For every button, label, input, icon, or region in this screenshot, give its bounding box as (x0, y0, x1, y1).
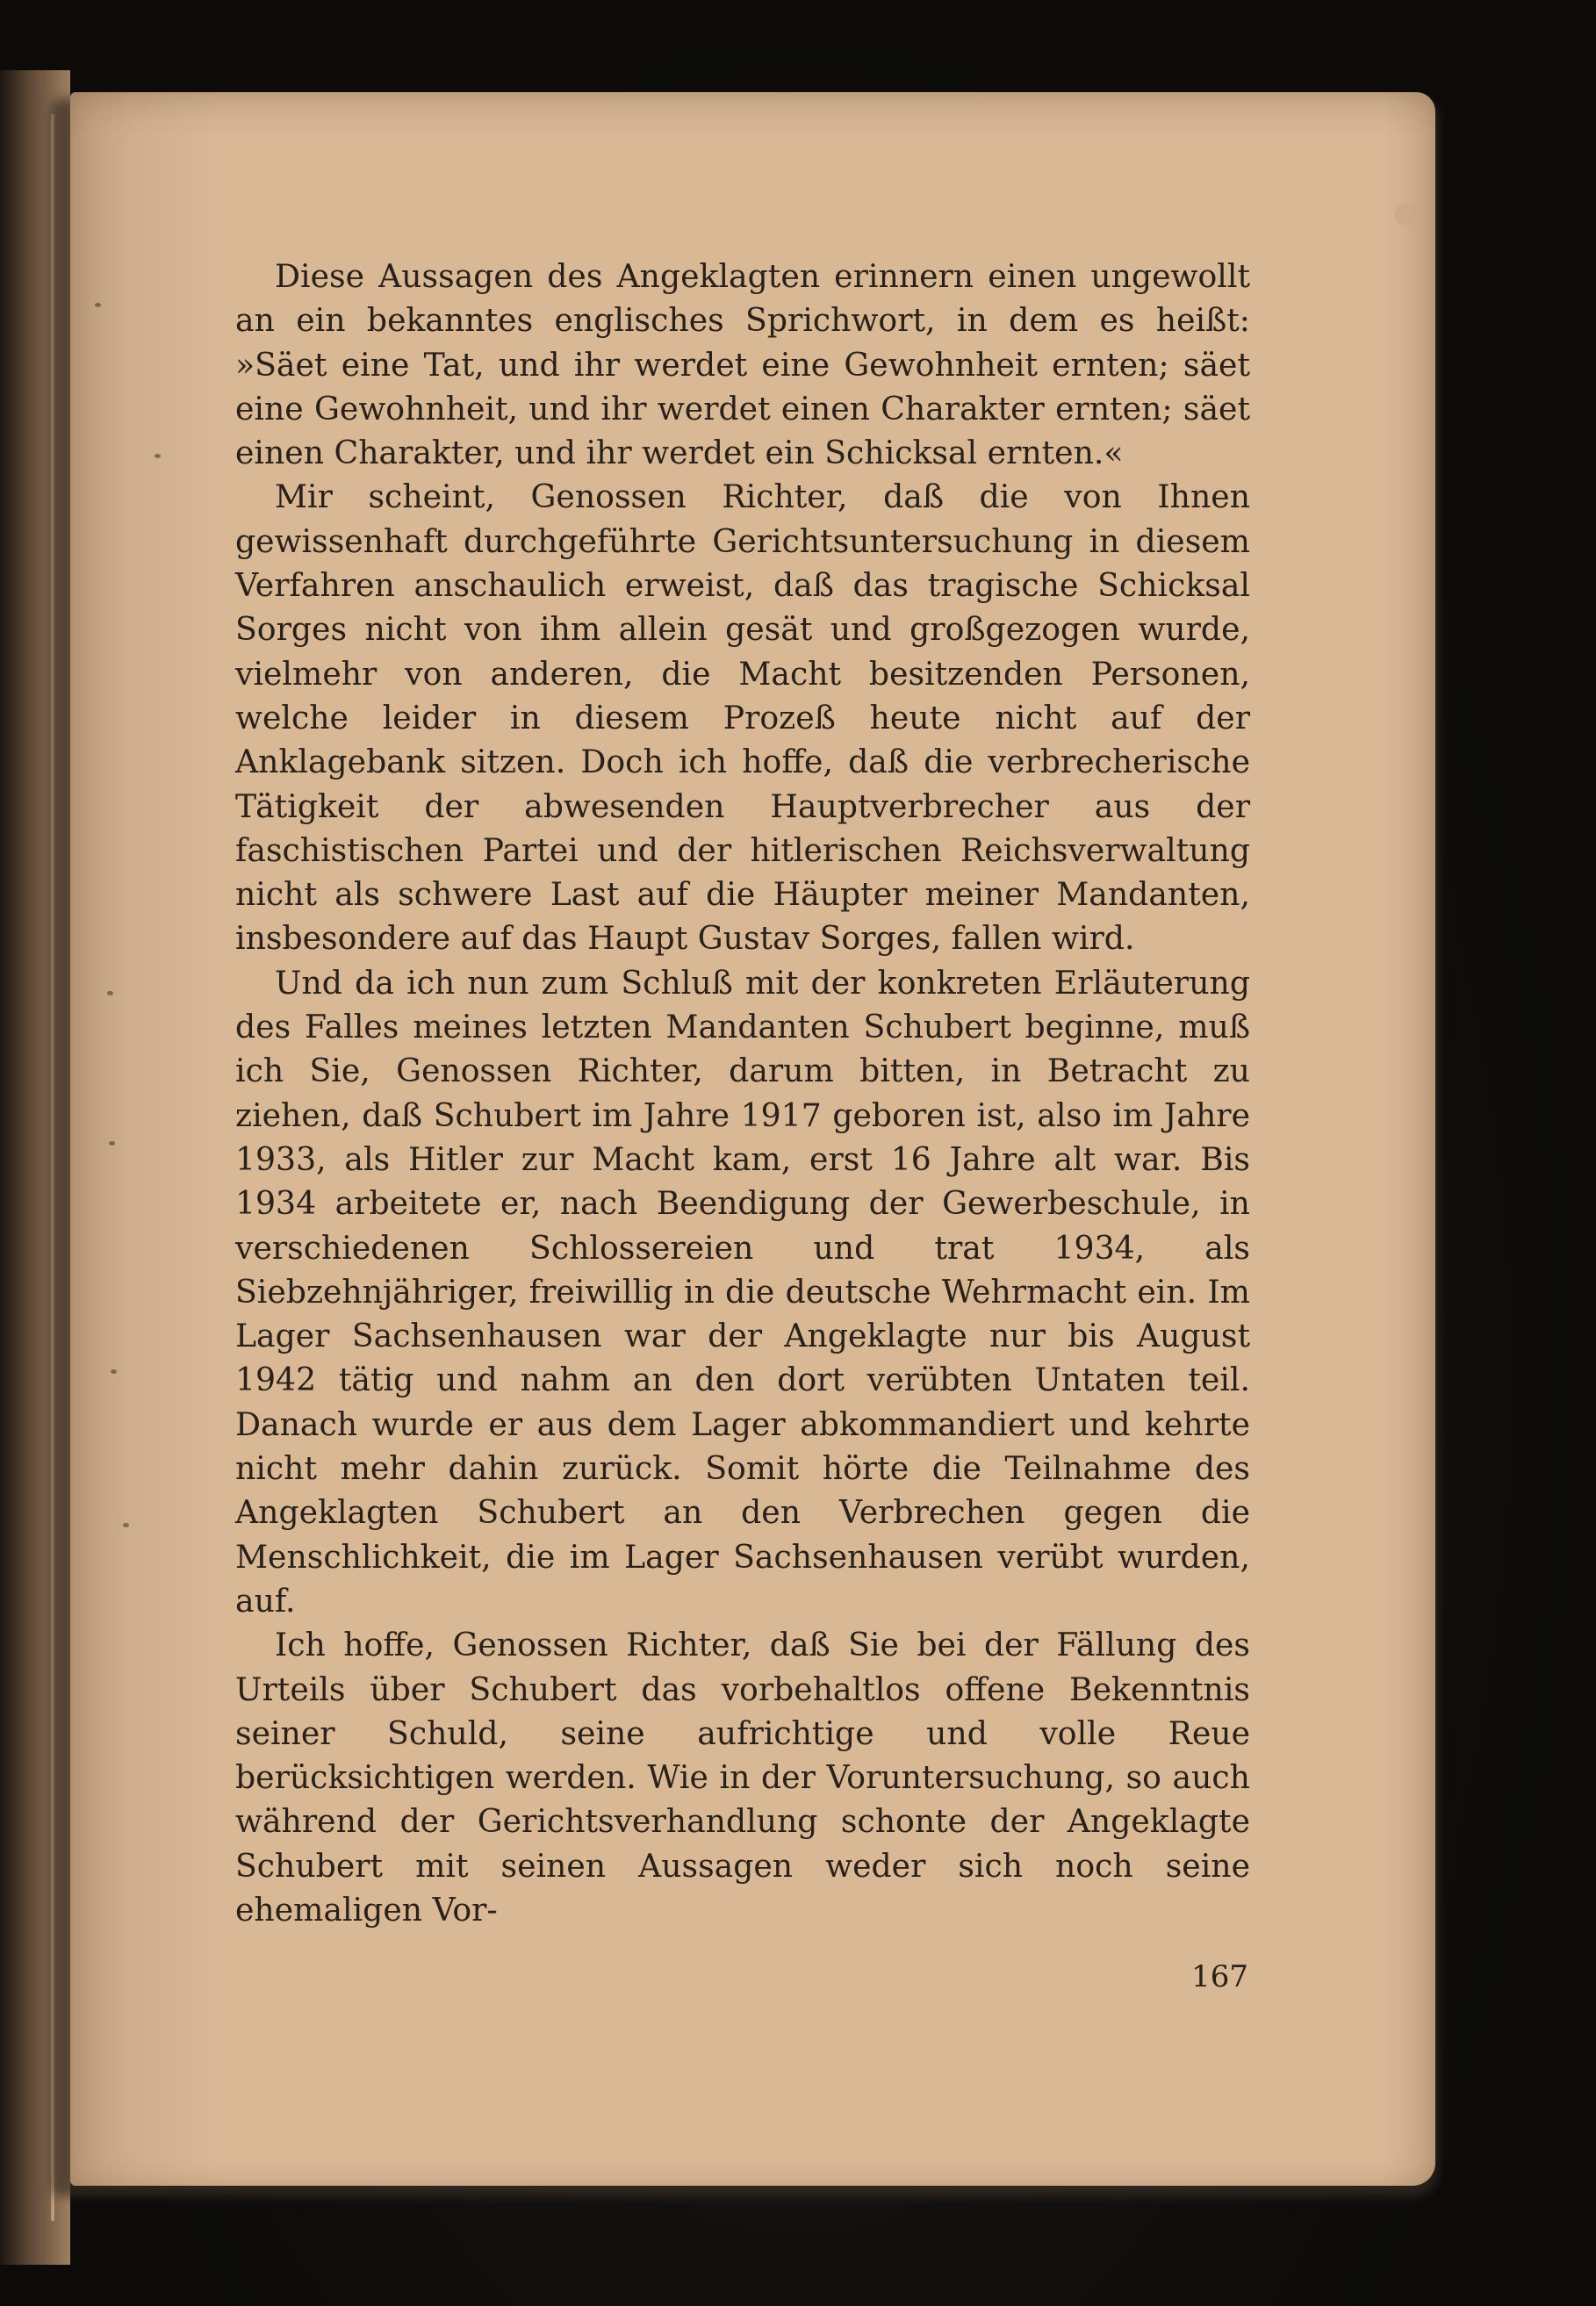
page-number: 167 (1191, 1959, 1248, 1994)
paragraph: Und da ich nun zum Schluß mit der konkreten Erläuterung des Falles meines letzten Mandanten Schubert beginne, muß ich Sie, Genossen Richter, darum bitten, in Betracht zu ziehen, daß Schubert im Jahre 1917 geboren ist, also im Jahre 1933, als Hitler zur Macht kam, erst 16 Jahre alt war. Bis 1934 arbeitete er, nach Beendigung der Gewerbeschule, in verschiedenen Schlossereien und trat 1934, als Siebzehnjähriger, freiwillig in die deutsche Wehrmacht ein. Im Lager Sachsenhausen war der Angeklagte nur bis August 1942 tätig und nahm an den dort verübten Untaten teil. Danach wurde er aus dem Lager abkommandiert und kehrte nicht mehr dahin zurück. Somit hörte die Teilnahme des Angeklagten Schubert an den Verbrechen gegen die Menschlichkeit, die im Lager Sachsenhausen verübt wurden, auf. (235, 963, 1250, 1620)
paper-speck (155, 454, 161, 458)
paragraph: Mir scheint, Genossen Richter, daß die von Ihnen gewissenhaft durchgeführte Gerichtsuntersuchung in diesem Verfahren anschaulich erweist, daß das tragische Schicksal Sorges nicht von ihm allein gesät und großgezogen wurde, vielmehr von anderen, die Macht besitzenden Personen, welche leider in diesem Prozeß heute nicht auf der Anklagebank sitzen. Doch ich hoffe, daß die verbrecherische Tätigkeit der abwesenden Hauptverbrecher aus der faschistischen Partei und der hitlerischen Reichsverwaltung nicht als schwere Last auf die Häupter meiner Mandanten, insbesondere auf das Haupt Gustav Sorges, fallen wird. (235, 478, 1250, 958)
paper-speck (123, 1523, 129, 1527)
paper-speck (111, 1369, 117, 1374)
paper-blemish (1394, 203, 1420, 226)
paper-speck (95, 303, 101, 307)
paragraph: Ich hoffe, Genossen Richter, daß Sie bei der Fällung des Urteils über Schubert das vorbehaltlos offene Bekenntnis seiner Schuld, seine aufrichtige und volle Reue berücksichtigen werden. Wie in der Voruntersuchung, so auch während der Gerichtsverhandlung schonte der Angeklagte Schubert mit seinen Aussagen weder sich noch seine ehemaligen Vor- (235, 1626, 1250, 1929)
paper-speck (107, 991, 113, 995)
paragraph: Diese Aussagen des Angeklagten erinnern einen ungewollt an ein bekanntes englisches Sprichwort, in dem es heißt: »Säet eine Tat, und ihr werdet eine Gewohnheit ernten; säet eine Gewohnheit, und ihr werdet einen Charakter ernten; säet einen Charakter, und ihr werdet ein Schicksal ernten.« (235, 257, 1250, 472)
paper-speck (109, 1141, 115, 1146)
body-text (235, 255, 1250, 1932)
